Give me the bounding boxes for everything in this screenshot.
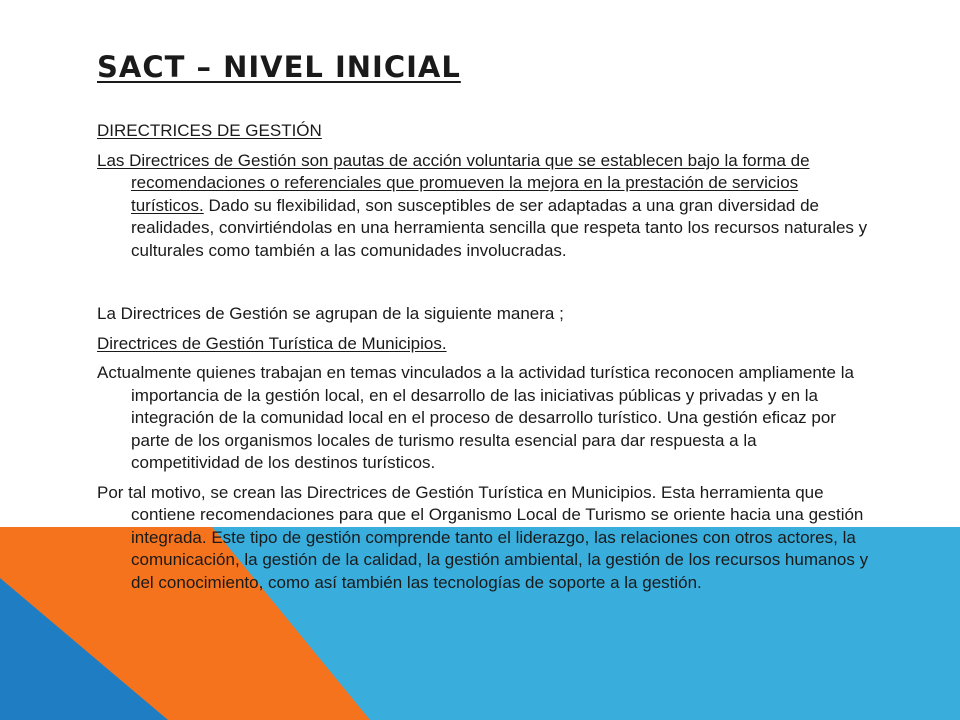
section-heading [97,120,869,143]
slide-body [97,120,869,601]
subheading-municipios [97,333,869,356]
paragraph-definition [97,150,869,263]
section-heading-text: DIRECTRICES DE GESTIÓN [97,121,322,140]
subheading-municipios-text: Directrices de Gestión Turística de Municipios. [97,333,447,353]
paragraph-por-tal-motivo: Por tal motivo, se crean las Directrices de Gestión Turística en Municipios. Esta herramienta que contiene recomendaciones para que el Organismo Local de Turismo se oriente hacia una gestión integrada. Este tipo de gestión comprende tanto el liderazgo, las relaciones con otros actores, la comunicación, la gestión de la calidad, la gestión ambiental, la gestión de los recursos humanos y del conocimiento, como así también las tecnologías de soporte a la gestión. [97,482,869,592]
definition-underlined: Las Directrices de Gestión son pautas de acción voluntaria que se establecen bajo la forma de recomendaciones o referenciales que promueven la mejora en la prestación de servicios turísticos. [97,150,810,215]
spacer [97,269,869,303]
paragraph-grouping: La Directrices de Gestión se agrupan de la siguiente manera ; [97,304,564,323]
paragraph-actualmente: Actualmente quienes trabajan en temas vinculados a la actividad turística reconocen ampliamente la importancia de la gestión local, en el desarrollo de las iniciativas públicas y privadas y en la integración de la comunidad local en el proceso de desarrollo turístico. Una gestión eficaz por parte de los organismos locales de turismo resulta esencial para dar respuesta a la competitividad de los destinos turísticos. [97,363,854,472]
definition-rest: Dado su flexibilidad, son susceptibles de ser adaptadas a una gran diversidad de realidades, convirtiéndolas en una herramienta sencilla que respeta tanto los recursos naturales y culturales como también a las comunidades involucradas. [131,195,868,260]
slide-title: SACT – NIVEL INICIAL [97,50,461,84]
